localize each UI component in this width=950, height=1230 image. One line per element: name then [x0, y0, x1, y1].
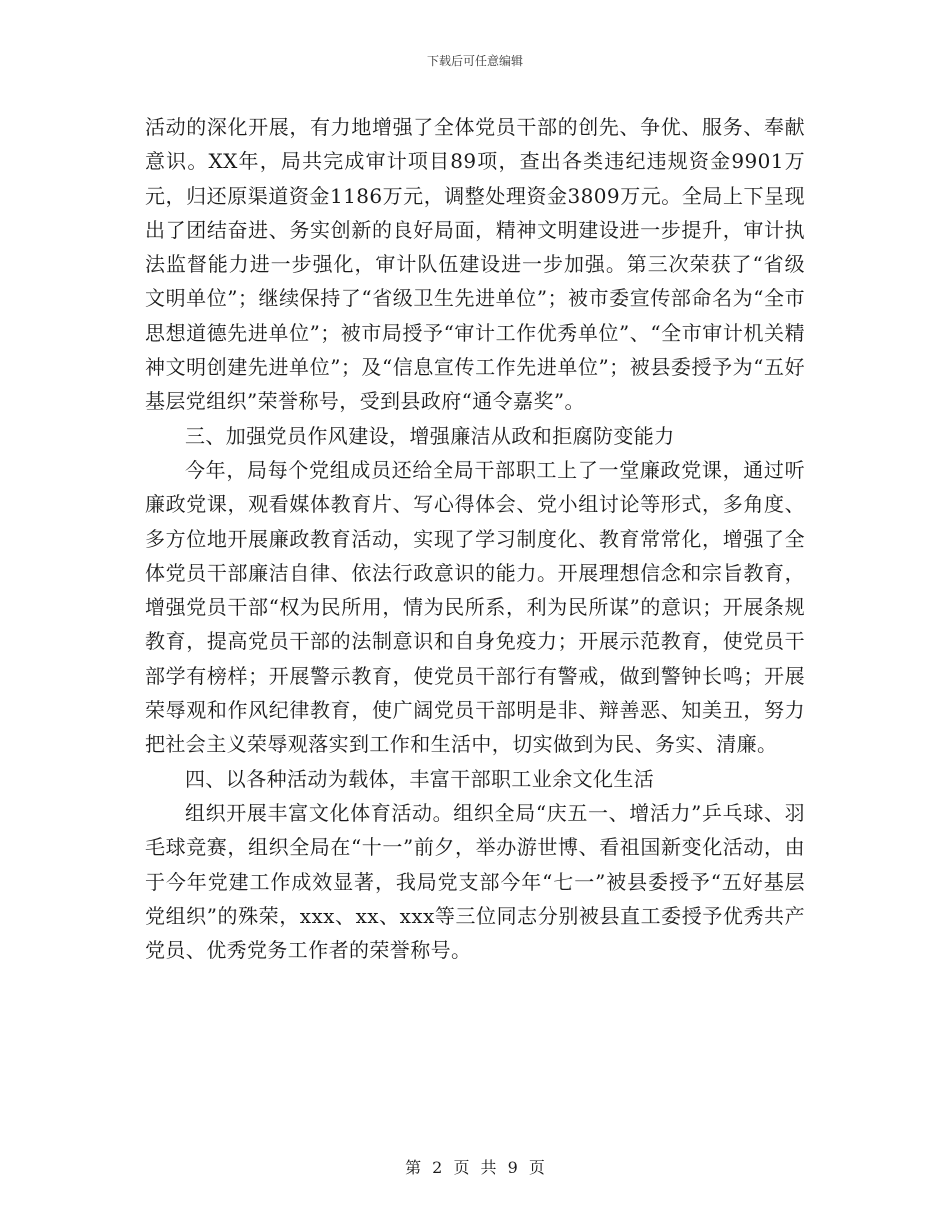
paragraph-cultural-activities: 组织开展丰富文化体育活动。组织全局“庆五一、增活力”乒乓球、羽毛球竞赛，组织全局在“十一”前夕，举办游世博、看祖国新变化活动，由于今年党建工作成效显著，我局党支部今年“七一”被县委授予“五好基层党组织”的殊荣，xxx、xx、xxx等三位同志分别被县直工委授予优秀共产党员、优秀党务工作者的荣誉称号。 — [145, 800, 805, 963]
page-header-note: 下载后可任意编辑 — [426, 54, 523, 68]
paragraph-activities-results: 活动的深化开展，有力地增强了全体党员干部的创先、争优、服务、奉献意识。XX年，局共完成审计项目89项，查出各类违纪违规资金9901万元，归还原渠道资金1186万元，调整处理资金3809万元。全局上下呈现出了团结奋进、务实创新的良好局面，精神文明建设进一步提升，审计执法监督能力进一步强化，审计队伍建设进一步加强。第三次荣获了“省级文明单位”；继续保持了“省级卫生先进单位”；被市委宣传部命名为“全市思想道德先进单位”；被市局授予“审计工作优秀单位”、“全市审计机关精神文明创建先进单位”；及“信息宣传工作先进单位”；被县委授予为“五好基层党组织”荣誉称号，受到县政府“通令嘉奖”。 — [145, 115, 805, 414]
document-body — [145, 110, 805, 967]
section-heading-four: 四、以各种活动为载体，丰富干部职工业余文化生活 — [185, 766, 655, 791]
paragraph-integrity-education: 今年，局每个党组成员还给全局干部职工上了一堂廉政党课，通过听廉政党课，观看媒体教育片、写心得体会、党小组讨论等形式，多角度、多方位地开展廉政教育活动，实现了学习制度化、教育常常化，增强了全体党员干部廉洁自律、依法行政意识的能力。开展理想信念和宗旨教育，增强党员干部“权为民所用，情为民所系，利为民所谋”的意识；开展条规教育，提高党员干部的法制意识和自身免疫力；开展示范教育，使党员干部学有榜样；开展警示教育，使党员干部行有警戒，做到警钟长鸣；开展荣辱观和作风纪律教育，使广阔党员干部明是非、辩善恶、知美丑，努力把社会主义荣辱观落实到工作和生活中，切实做到为民、务实、清廉。 — [145, 457, 805, 757]
page-number-footer: 第 2 页 共 9 页 — [405, 1158, 545, 1177]
section-heading-three: 三、加强党员作风建设，增强廉洁从政和拒腐防变能力 — [185, 423, 675, 448]
